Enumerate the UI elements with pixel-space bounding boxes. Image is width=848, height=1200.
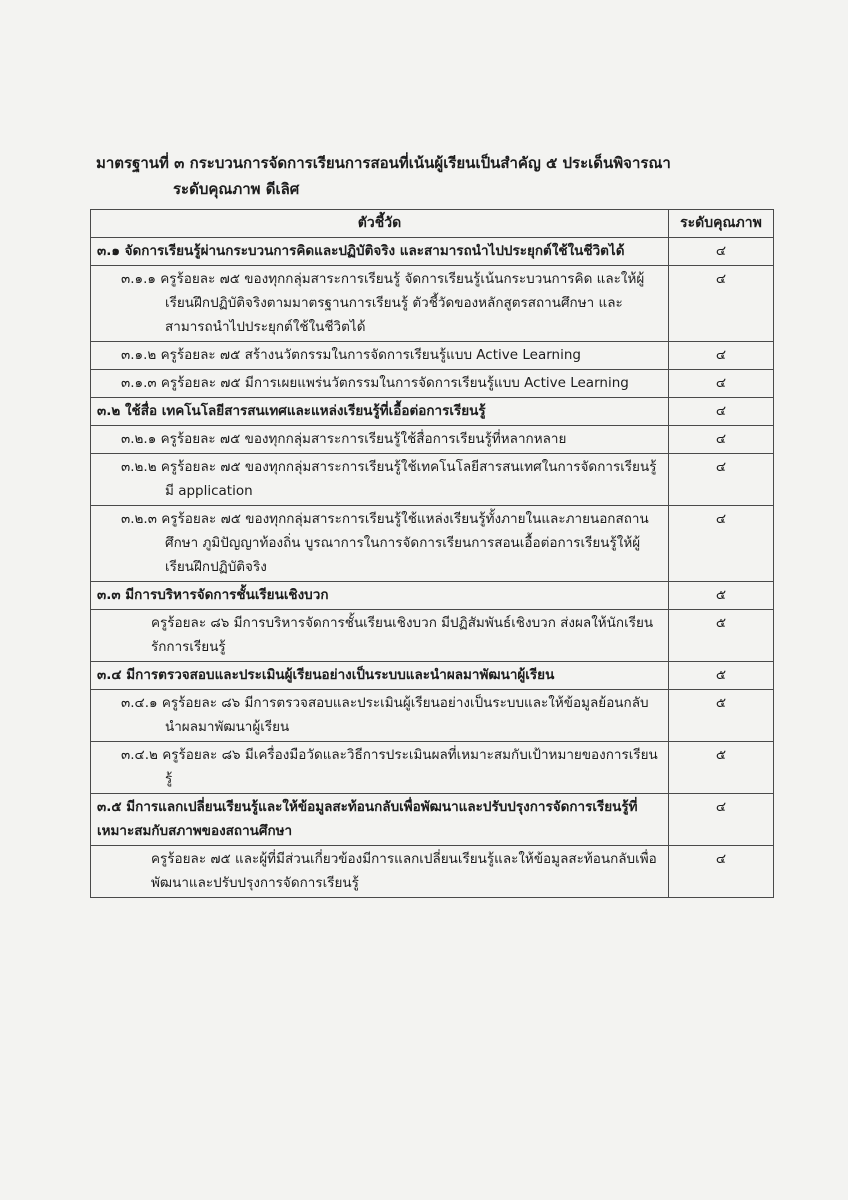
indicator-column-header: ตัวชี้วัด: [91, 210, 669, 238]
indicator-text: ๓.๒.๒ ครูร้อยละ ๗๕ ของทุกกลุ่มสาระการเรียนรู้ใช้เทคโนโลยีสารสนเทศในการจัดการเรียนรู้ มี application: [121, 459, 657, 499]
table-row: [91, 742, 774, 794]
table-row: [91, 794, 774, 846]
indicator-text: ๓.๑.๑ ครูร้อยละ ๗๕ ของทุกกลุ่มสาระการเรียนรู้ จัดการเรียนรู้เน้นกระบวนการคิด และให้ผู้เรียนฝึกปฏิบัติจริงตามมาตรฐานการเรียนรู้ ตัวชี้วัดของหลักสูตรสถานศึกษา และสามารถนำไปประยุกต์ใช้ในชีวิตได้: [121, 271, 645, 335]
indicator-cell: ๓.๕ มีการแลกเปลี่ยนเรียนรู้และให้ข้อมูลสะท้อนกลับเพื่อพัฒนาและปรับปรุงการจัดการเรียนรู้ที่เหมาะสมกับสภาพของสถานศึกษา: [91, 794, 669, 846]
indicator-cell: ครูร้อยละ ๗๕ และผู้ที่มีส่วนเกี่ยวข้องมีการแลกเปลี่ยนเรียนรู้และให้ข้อมูลสะท้อนกลับเพื่อพัฒนาและปรับปรุงการจัดการเรียนรู้: [91, 846, 669, 898]
table-row: [91, 238, 774, 266]
level-cell: ๔: [669, 398, 774, 426]
indicator-cell: ๓.๔ มีการตรวจสอบและประเมินผู้เรียนอย่างเป็นระบบและนำผลมาพัฒนาผู้เรียน: [91, 662, 669, 690]
level-cell: ๔: [669, 454, 774, 506]
table-row: [91, 690, 774, 742]
level-cell: ๕: [669, 610, 774, 662]
table-row: [91, 426, 774, 454]
table-row: [91, 610, 774, 662]
indicator-text: ๓.๒.๓ ครูร้อยละ ๗๕ ของทุกกลุ่มสาระการเรียนรู้ใช้แหล่งเรียนรู้ทั้งภายในและภายนอกสถานศึกษา ภูมิปัญญาท้องถิ่น บูรณาการในการจัดการเรียนการสอนเอื้อต่อการเรียนรู้ให้ผู้เรียนฝึกปฏิบัติจริง: [121, 511, 649, 575]
indicator-cell: [91, 454, 669, 506]
level-column-header: ระดับคุณภาพ: [669, 210, 774, 238]
table-row: [91, 846, 774, 898]
indicator-cell: ครูร้อยละ ๘๖ มีการบริหารจัดการชั้นเรียนเชิงบวก มีปฏิสัมพันธ์เชิงบวก ส่งผลให้นักเรียนรักการเรียนรู้: [91, 610, 669, 662]
indicator-text: ๓.๑.๓ ครูร้อยละ ๗๕ มีการเผยแพร่นวัตกรรมในการจัดการเรียนรู้แบบ Active Learning: [121, 375, 629, 391]
indicator-text: ๓.๔.๒ ครูร้อยละ ๘๖ มีเครื่องมือวัดและวิธีการประเมินผลที่เหมาะสมกับเป้าหมายของการเรียนรู้: [121, 747, 658, 787]
indicator-cell: ๓.๓ มีการบริหารจัดการชั้นเรียนเชิงบวก: [91, 582, 669, 610]
level-cell: ๕: [669, 742, 774, 794]
indicator-text: ๓.๒.๑ ครูร้อยละ ๗๕ ของทุกกลุ่มสาระการเรียนรู้ใช้สื่อการเรียนรู้ที่หลากหลาย: [121, 431, 567, 447]
table-row: [91, 370, 774, 398]
table-row: [91, 582, 774, 610]
level-cell: ๔: [669, 794, 774, 846]
indicator-cell: [91, 690, 669, 742]
level-cell: ๔: [669, 506, 774, 582]
standard-title: มาตรฐานที่ ๓ กระบวนการจัดการเรียนการสอนที่เน้นผู้เรียนเป็นสำคัญ ๕ ประเด็นพิจารณา: [96, 154, 671, 172]
level-cell: ๔: [669, 426, 774, 454]
level-cell: ๔: [669, 266, 774, 342]
table-header-row: [91, 210, 774, 238]
level-cell: ๕: [669, 582, 774, 610]
indicator-cell: [91, 370, 669, 398]
indicator-text: ๓.๔.๑ ครูร้อยละ ๘๖ มีการตรวจสอบและประเมินผู้เรียนอย่างเป็นระบบและให้ข้อมูลย้อนกลับนำผลมาพัฒนาผู้เรียน: [121, 695, 649, 735]
level-cell: ๔: [669, 342, 774, 370]
indicator-cell: [91, 506, 669, 582]
indicator-cell: ๓.๑ จัดการเรียนรู้ผ่านกระบวนการคิดและปฏิบัติจริง และสามารถนำไปประยุกต์ใช้ในชีวิตได้: [91, 238, 669, 266]
indicator-text: ๓.๑.๒ ครูร้อยละ ๗๕ สร้างนวัตกรรมในการจัดการเรียนรู้แบบ Active Learning: [121, 347, 581, 363]
indicator-cell: [91, 342, 669, 370]
level-cell: ๔: [669, 370, 774, 398]
table-row: [91, 662, 774, 690]
table-row: [91, 506, 774, 582]
table-row: [91, 454, 774, 506]
level-cell: ๕: [669, 662, 774, 690]
indicator-cell: ๓.๒ ใช้สื่อ เทคโนโลยีสารสนเทศและแหล่งเรียนรู้ที่เอื้อต่อการเรียนรู้: [91, 398, 669, 426]
quality-level-title: ระดับคุณภาพ ดีเลิศ: [173, 180, 300, 198]
indicator-cell: [91, 426, 669, 454]
level-cell: ๕: [669, 690, 774, 742]
indicator-table: [90, 209, 774, 898]
table-row: [91, 342, 774, 370]
level-cell: ๔: [669, 238, 774, 266]
page-heading: [96, 150, 796, 202]
table-row: [91, 266, 774, 342]
indicator-cell: [91, 266, 669, 342]
indicator-cell: [91, 742, 669, 794]
table-row: [91, 398, 774, 426]
level-cell: ๔: [669, 846, 774, 898]
